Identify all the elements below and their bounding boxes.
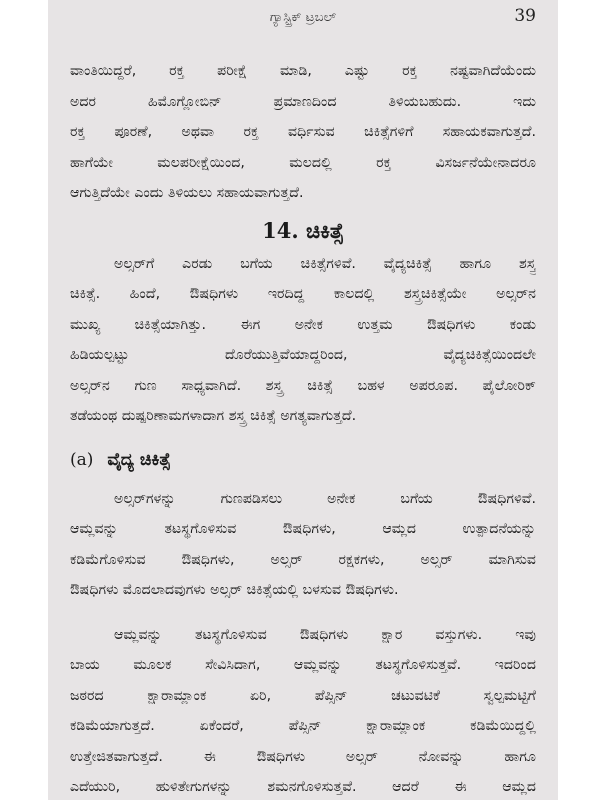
paragraph-1-line: ಹಾಗೆಯೇ ಮಲಪರೀಕ್ಷೆಯಿಂದ, ಮಲದಲ್ಲಿ ರಕ್ತ ವಿಸರ್ಜನೆಯೇನಾದರೂ bbox=[70, 154, 536, 171]
paragraph-2 bbox=[70, 249, 536, 432]
paragraph-4-line: ಬಾಯ ಮೂಲಕ ಸೇವಿಸಿದಾಗ, ಆಮ್ಲವನ್ನು ತಟಸ್ಥಗೊಳಿಸುತ್ತವೆ. ಇದರಿಂದ bbox=[70, 657, 536, 673]
paragraph-1-line: ಅದರ ಹಿಮೊಗ್ಲೋಬಿನ್ ಪ್ರಮಾಣದಿಂದ ತಿಳಿಯಬಹುದು. ಇದು bbox=[70, 93, 536, 110]
paragraph-1-line: ಆಗುತ್ತಿದೆಯೇ ಎಂದು ತಿಳಿಯಲು ಸಹಾಯವಾಗುತ್ತದೆ. bbox=[70, 185, 304, 201]
paragraph-3 bbox=[70, 484, 536, 606]
paragraph-4-line: ಆಮ್ಲವನ್ನು ತಟಸ್ಥಗೊಳಿಸುವ ಔಷಧಿಗಳು ಕ್ಷಾರ ವಸ್ತುಗಳು. ಇವು bbox=[114, 626, 536, 643]
section-title: ವೈದ್ಯ ಚಿಕಿತ್ಸೆ bbox=[107, 449, 171, 470]
paragraph-3-line: ಅಲ್ಸರ್‌ಗಳನ್ನು ಗುಣಪಡಿಸಲು ಅನೇಕ ಬಗೆಯ ಔಷಧಿಗಳಿವೆ. bbox=[114, 490, 536, 507]
paragraph-2-line: ಹಿಡಿಯಲ್ಪಟ್ಟು ದೊರೆಯುತ್ತಿವೆಯಾದ್ದರಿಂದ, ವೈದ್ಯಚಿಕಿತ್ಸೆಯಿಂದಲೇ bbox=[70, 347, 536, 363]
paragraph-2-line: ಚಿಕಿತ್ಸೆ. ಹಿಂದೆ, ಔಷಧಿಗಳು ಇರದಿದ್ದ ಕಾಲದಲ್ಲಿ ಶಸ್ತ್ರಚಿಕಿತ್ಸೆಯೇ ಅಲ್ಸರ್‌ನ bbox=[70, 286, 536, 302]
paragraph-1-line: ರಕ್ತ ಪೂರಣೆ, ಅಥವಾ ರಕ್ತ ವರ್ಧಿಸುವ ಚಿಕಿತ್ಸೆಗಳಿಗೆ ಸಹಾಯಕವಾಗುತ್ತದೆ. bbox=[70, 124, 536, 140]
body-text bbox=[70, 56, 536, 800]
paragraph-4-line: ಜಠರದ ಕ್ಷಾರಾಮ್ಲಾಂಕ ಏರಿ, ಪೆಪ್ಸಿನ್ ಚಟುವಟಿಕೆ ಸ್ವಲ್ಪಮಟ್ಟಿಗೆ bbox=[70, 687, 536, 704]
chapter-title: ಚಿಕಿತ್ಸೆ bbox=[305, 217, 344, 243]
paragraph-3-line: ಔಷಧಿಗಳು ಮೊದಲಾದವುಗಳು ಅಲ್ಸರ್ ಚಿಕಿತ್ಸೆಯಲ್ಲಿ ಬಳಸುವ ಔಷಧಿಗಳು. bbox=[70, 582, 399, 598]
chapter-heading bbox=[70, 213, 536, 249]
chapter-number: 14. bbox=[262, 217, 299, 243]
paragraph-3-line: ಆಮ್ಲವನ್ನು ತಟಸ್ಥಗೊಳಿಸುವ ಔಷಧಿಗಳು, ಆಮ್ಲದ ಉತ್ಪಾದನೆಯನ್ನು bbox=[70, 521, 536, 537]
paragraph-1 bbox=[70, 56, 536, 209]
paragraph-3-line: ಕಡಿಮೆಗೊಳಿಸುವ ಔಷಧಿಗಳು, ಅಲ್ಸರ್ ರಕ್ಷಕಗಳು, ಅಲ್ಸರ್ ಮಾಗಿಸುವ bbox=[70, 551, 536, 568]
paragraph-4-line: ಉತ್ತೇಜಿತವಾಗುತ್ತದೆ. ಈ ಔಷಧಿಗಳು ಅಲ್ಸರ್ ನೋವನ್ನು ಹಾಗೂ bbox=[70, 748, 536, 765]
page-number: 39 bbox=[514, 6, 536, 26]
running-head: ಗ್ಯಾಸ್ಟ್ರಿಕ್ ಟ್ರಬಲ್ bbox=[269, 10, 337, 25]
section-marker: (a) bbox=[70, 449, 94, 470]
paragraph-2-line: ತಡೆಯಂಥ ದುಷ್ಪರಿಣಾಮಗಳಾದಾಗ ಶಸ್ತ್ರ ಚಿಕಿತ್ಸೆ ಅಗತ್ಯವಾಗುತ್ತದೆ. bbox=[70, 408, 357, 424]
paragraph-1-line: ವಾಂತಿಯಿದ್ದರೆ, ರಕ್ತ ಪರೀಕ್ಷೆ ಮಾಡಿ, ಎಷ್ಟು ರಕ್ತ ನಷ್ಟವಾಗಿದೆಯೆಂದು bbox=[70, 63, 536, 79]
paragraph-2-line: ಅಲ್ಸರ್‌ಗೆ ಎರಡು ಬಗೆಯ ಚಿಕಿತ್ಸೆಗಳಿವೆ. ವೈದ್ಯಚಿಕಿತ್ಸೆ ಹಾಗೂ ಶಸ್ತ್ರ bbox=[114, 255, 536, 272]
paragraph-spacer bbox=[70, 606, 536, 620]
book-page bbox=[48, 0, 558, 800]
paragraph-4-line: ಕಡಿಮೆಯಾಗುತ್ತದೆ. ಏಕೆಂದರೆ, ಪೆಪ್ಸಿನ್ ಕ್ಷಾರಾಮ್ಲಾಂಕ ಕಡಿಮೆಯಿದ್ದಲ್ಲಿ bbox=[70, 718, 536, 734]
paragraph-4-line: ಎದೆಯುರಿ, ಹುಳಿತೇಗುಗಳನ್ನು ಶಮನಗೊಳಿಸುತ್ತವೆ. ಆದರೆ ಈ ಆಮ್ಲದ bbox=[70, 779, 536, 795]
paragraph-2-line: ಮುಖ್ಯ ಚಿಕಿತ್ಸೆಯಾಗಿತ್ತು. ಈಗ ಅನೇಕ ಉತ್ತಮ ಔಷಧಿಗಳು ಕಂಡು bbox=[70, 316, 536, 333]
paragraph-2-line: ಅಲ್ಸರ್‌ನ ಗುಣ ಸಾಧ್ಯವಾಗಿದೆ. ಶಸ್ತ್ರ ಚಿಕಿತ್ಸೆ ಬಹಳ ಅಪರೂಪ. ಪೈಲೋರಿಕ್ bbox=[70, 377, 536, 394]
paragraph-4 bbox=[70, 620, 536, 800]
section-heading bbox=[70, 440, 536, 480]
